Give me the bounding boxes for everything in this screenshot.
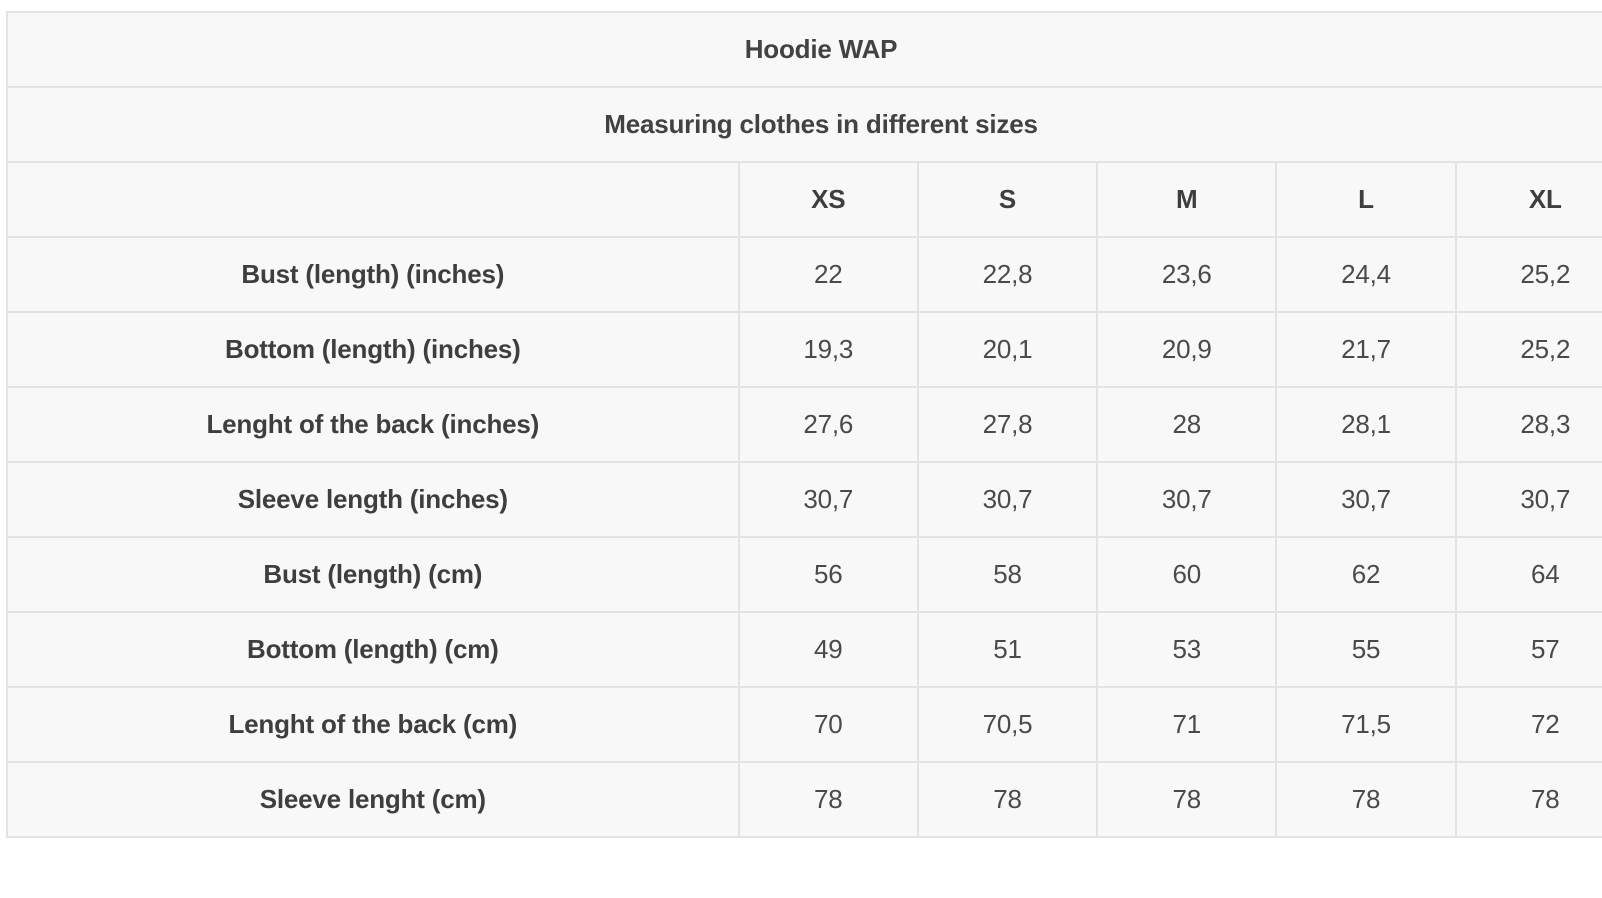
table-cell: 71,5 [1276, 687, 1455, 762]
subtitle-row [7, 87, 1602, 162]
table-cell: 71 [1097, 687, 1276, 762]
size-header-l: L [1276, 162, 1455, 237]
table-cell: 72 [1456, 687, 1602, 762]
table-cell: 78 [918, 762, 1097, 837]
table-cell: 30,7 [1276, 462, 1455, 537]
table-row [7, 612, 1602, 687]
table-cell: 62 [1276, 537, 1455, 612]
row-label: Bottom (length) (cm) [7, 612, 739, 687]
table-cell: 27,6 [739, 387, 918, 462]
table-cell: 53 [1097, 612, 1276, 687]
table-cell: 60 [1097, 537, 1276, 612]
table-cell: 30,7 [1456, 462, 1602, 537]
table-cell: 22,8 [918, 237, 1097, 312]
table-cell: 25,2 [1456, 312, 1602, 387]
table-cell: 28 [1097, 387, 1276, 462]
table-cell: 58 [918, 537, 1097, 612]
table-row [7, 762, 1602, 837]
table-cell: 25,2 [1456, 237, 1602, 312]
size-header-xl: XL [1456, 162, 1602, 237]
table-row [7, 687, 1602, 762]
table-title: Hoodie WAP [7, 12, 1602, 87]
table-subtitle: Measuring clothes in different sizes [7, 87, 1602, 162]
row-label: Lenght of the back (cm) [7, 687, 739, 762]
row-label: Sleeve lenght (cm) [7, 762, 739, 837]
table-cell: 30,7 [1097, 462, 1276, 537]
table-row [7, 462, 1602, 537]
table-cell: 78 [1097, 762, 1276, 837]
table-cell: 19,3 [739, 312, 918, 387]
row-label: Bust (length) (cm) [7, 537, 739, 612]
table-cell: 30,7 [739, 462, 918, 537]
table-cell: 70 [739, 687, 918, 762]
table-cell: 28,3 [1456, 387, 1602, 462]
table-row [7, 312, 1602, 387]
table-cell: 23,6 [1097, 237, 1276, 312]
table-cell: 51 [918, 612, 1097, 687]
table-row [7, 237, 1602, 312]
row-label: Sleeve length (inches) [7, 462, 739, 537]
table-cell: 24,4 [1276, 237, 1455, 312]
table-cell: 57 [1456, 612, 1602, 687]
row-label: Bust (length) (inches) [7, 237, 739, 312]
size-chart-table [6, 11, 1602, 838]
corner-cell [7, 162, 739, 237]
table-cell: 20,1 [918, 312, 1097, 387]
size-header-xs: XS [739, 162, 918, 237]
table-cell: 56 [739, 537, 918, 612]
table-cell: 64 [1456, 537, 1602, 612]
table-cell: 78 [1456, 762, 1602, 837]
table-cell: 20,9 [1097, 312, 1276, 387]
table-cell: 55 [1276, 612, 1455, 687]
table-cell: 78 [1276, 762, 1455, 837]
size-header-row [7, 162, 1602, 237]
table-cell: 22 [739, 237, 918, 312]
table-cell: 28,1 [1276, 387, 1455, 462]
row-label: Bottom (length) (inches) [7, 312, 739, 387]
table-row [7, 537, 1602, 612]
table-cell: 70,5 [918, 687, 1097, 762]
table-cell: 49 [739, 612, 918, 687]
table-cell: 78 [739, 762, 918, 837]
title-row [7, 12, 1602, 87]
table-cell: 27,8 [918, 387, 1097, 462]
table-cell: 30,7 [918, 462, 1097, 537]
table-row [7, 387, 1602, 462]
size-header-s: S [918, 162, 1097, 237]
size-header-m: M [1097, 162, 1276, 237]
table-cell: 21,7 [1276, 312, 1455, 387]
row-label: Lenght of the back (inches) [7, 387, 739, 462]
